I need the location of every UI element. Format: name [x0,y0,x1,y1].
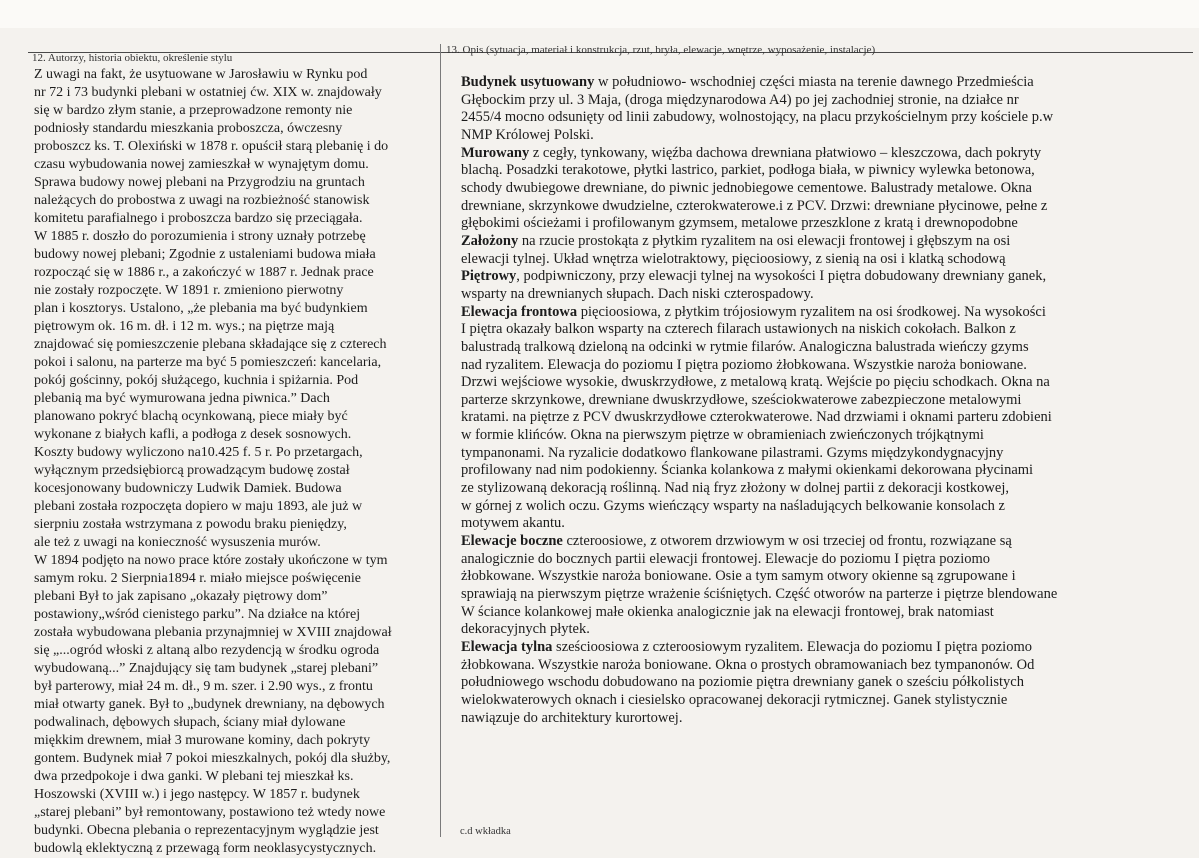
description-line [461,621,1193,639]
description-line [461,374,1193,392]
line-text: w formie klińców. Okna na pierwszym piętrze w obramieniach zwieńczonych trójkątnymi [461,427,984,444]
description-line [461,409,1193,427]
history-line: kocesjonowany budowniczy Ludwik Damiek. Budowa [34,481,342,496]
line-text: Głębockim przy ul. 3 Maja, (droga międzynarodowa A4) po jej zachodniej stronie, na działce nr [461,91,1019,108]
history-line: Sprawa budowy nowej plebani na Przygrodziu na gruntach [34,175,365,190]
description-line [461,498,1193,516]
description-line [461,162,1193,180]
history-line: postawiony„wśród cienistego parku”. Na działce na której [34,607,361,622]
history-line: nr 72 i 73 budynki plebani w ostatniej ćw. XIX w. znajdowały [34,85,382,100]
history-line: została wybudowana plebania przynajmniej w XVIII znajdował [34,625,392,640]
right-column-heading: 13. Opis (sytuacja, materiał i konstrukcja, rzut, bryła, elewacje, wnętrze, wyposażenie, instalacje) [446,44,876,56]
line-text: schody dwubiegowe drewniane, do piwnic jednobiegowe cementowe. Balustrady metalowe. Okna [461,179,1032,196]
description-line [461,145,1193,163]
description-line [461,462,1193,480]
history-line: należących do probostwa z uwagi na rozbieżność stanowisk [34,193,370,208]
history-line: ale też z uwagi na konieczność wysuszenia murów. [34,535,321,550]
history-line: gontem. Budynek miał 7 pokoi mieszkalnych, pokój dla służby, [34,751,391,766]
description-line [461,109,1193,127]
line-text: balustradą tralkową dzieloną na odcinki w rytmie filarów. Analogiczna balustrada wieńczy gzyms [461,338,1029,355]
line-text: południowego wschodu dobudowano na poziomie piętra drewniany ganek o sześciu półkolistych [461,674,1024,691]
description-line [461,198,1193,216]
description-line [461,551,1193,569]
history-line: budowlą eklektyczną z przewagą form neoklasycystycznych. [34,841,377,856]
line-text: drewniane, skrzynkowe dwudzielne, czterokwaterowe.i z PCV. Drzwi: drewniane płycinowe, pełne z [461,197,1048,214]
line-text: W ściance kolankowej małe okienka analogicznie jak na elewacji frontowej, brak natomiast [461,603,994,620]
history-line: Koszty budowy wyliczono na10.425 f. 5 r. Po przetargach, [34,445,363,460]
history-line: Hoszowski (XVIII w.) i jego następcy. W 1857 r. budynek [34,787,360,802]
history-line: wybudowaną...” Znajdujący się tam budynek „starej plebani” [34,661,379,676]
description-line [461,586,1193,604]
line-text: ze stylizowaną dekoracją roślinną. Nad nią fryz złożony w dolnej partii z dekoracji kostkowej, [461,480,1009,497]
history-line: Z uwagi na fakt, że usytuowane w Jarosławiu w Rynku pod [34,67,368,82]
line-text: sprawiają na pierwszym piętrze wrażenie ściśniętych. Część otworów na parterze i piętrze blendowane [461,586,1058,603]
history-line: nie zostały rozpoczęte. W 1891 r. zmieniono pierwotny [34,283,344,298]
history-line: plebani Był to jak zapisano „okazały piętrowy dom” [34,589,328,604]
left-column-heading: 12. Autorzy, historia obiektu, określenie stylu [32,52,233,64]
description-line [461,674,1193,692]
description-line [461,568,1193,586]
history-line: W 1894 podjęto na nowo prace które zostały ukończone w tym [34,553,388,568]
history-line: podwalinach, dębowych słupach, ściany miał dylowane [34,715,346,730]
description-line [461,427,1193,445]
line-text: z cegły, tynkowany, więźba dachowa drewniana płatwiowo – kleszczowa, dach pokryty [529,144,1042,161]
section-lead: Elewacje boczne [461,533,563,550]
line-text: nad ryzalitem. Elewacja do poziomu I piętra poziomo żłobkowana. Wszystkie naroża boniowane. [461,356,1027,373]
description-line [461,286,1193,304]
history-line: się w bardzo złym stanie, a przeprowadzone remonty nie [34,103,353,118]
history-line: był parterowy, miał 24 m. dł., 9 m. szer. i 2.90 wys., z frontu [34,679,373,694]
description-line [461,74,1193,92]
description-line [461,515,1193,533]
description-line [461,692,1193,710]
description-line [461,215,1193,233]
history-line: czasu wybudowania nowej zamieszkał w wynajętym domu. [34,157,369,172]
line-text: pięcioosiowa, z płytkim trójosiowym ryzalitem na osi środkowej. Na wysokości [577,303,1046,320]
scan-top-edge [0,0,1199,28]
history-line: pokój gościnny, pokój służącego, kuchnia i spiżarnia. Pod [34,373,359,388]
history-line: rozpocząć się w 1886 r., a zakończyć w 1887 r. Jednak prace [34,265,374,280]
description-line [461,533,1193,551]
line-text: na rzucie prostokąta z płytkim ryzalitem na osi elewacji frontowej i głębszym na osi [518,232,1011,249]
description-line [461,357,1193,375]
history-line: pokoi i salonu, na parterze ma być 5 pomieszczeń: kancelaria, [34,355,382,370]
history-text [34,66,436,858]
description-line [461,657,1193,675]
line-text: NMP Królowej Polski. [461,126,594,143]
description-line [461,339,1193,357]
line-text: Drzwi wejściowe wysokie, dwuskrzydłowe, z metalową kratą. Wejście po pięciu schodkach. Okna na [461,374,1050,391]
description-line [461,233,1193,251]
history-line: piętrowym ok. 16 m. dł. i 12 m. wys.; na piętrze mają [34,319,335,334]
description-line [461,710,1193,728]
history-line: planowano pokryć blachą ocynkowaną, piece miały być [34,409,348,424]
section-lead: Elewacja tylna [461,639,553,655]
history-line: się „...ogród włoski z altaną albo rezydencją w środku ogroda [34,643,380,658]
description-line [461,445,1193,463]
history-line: komitetu parafialnego i proboszcza bardzo się przeciągała. [34,211,363,226]
description-line [461,480,1193,498]
section-lead: Założony [461,232,519,249]
line-text: 2455/4 mocno odsunięty od linii zabudowy, wolnostojący, na placu przykościelnym przy kościele p.w [461,109,1054,126]
history-line: plebani została rozpoczęta dopiero w maju 1893, ale już w [34,499,363,514]
history-line: podniosły standardu mieszkania proboszcza, ówczesny [34,121,343,136]
history-line: wykonane z białych kafli, a podłoga z desek sosnowych. [34,427,352,442]
history-line: W 1885 r. doszło do porozumienia i strony uznały potrzebę [34,229,366,244]
line-text: kratami. na piętrze z PCV dwuskrzydłowe czterokwaterowe. Nad drzwiami i oknami parteru zdobieni [461,409,1052,426]
history-line: wyłącznym przedsiębiorcą prowadzącym budowę został [34,463,350,478]
line-text: sześcioosiowa z czteroosiowym ryzalitem. Elewacja do poziomu I piętra poziomo [552,639,1032,655]
history-line: miękkim drewnem, miał 3 murowane kominy, dach pokryty [34,733,371,748]
history-line: sierpniu została wstrzymana z powodu braku pieniędzy, [34,517,347,532]
history-line: plebanią ma być wymurowana jedna piwnica.” Dach [34,391,330,406]
history-line: plan i kosztorys. Ustalono, „że plebania ma być budynkiem [34,301,368,316]
line-text: wielokwaterowych oknach i ciesielsko opracowanej dekoracji rytmicznej. Ganek stylistycznie [461,691,1008,708]
history-line: budynki. Obecna plebania o reprezentacyjnym wyglądzie jest [34,823,379,838]
line-text: elewacji tylnej. Układ wnętrza wielotraktowy, pięcioosiowy, z sienią na osi i klatką schodową [461,250,1006,267]
line-text: czteroosiowe, z otworem drzwiowym w osi trzeciej od frontu, rozwiązane są [562,533,1012,550]
description-line [461,251,1193,269]
history-line: dwa przedpokoje i dwa ganki. W plebani tej mieszkał ks. [34,769,354,784]
line-text: w południowo- wschodniej części miasta na terenie dawnego Przedmieścia [594,74,1034,90]
section-lead: Piętrowy [461,268,517,285]
line-text: wsparty na drewnianych słupach. Dach niski czterospadowy. [461,285,814,302]
description-text [461,74,1193,727]
line-text: tympanonami. Na ryzalicie dodatkowo flankowane pilastrami. Gzyms międzykondygnacyjny [461,444,1004,461]
description-line [461,180,1193,198]
description-line [461,304,1193,322]
history-line: miał otwarty ganek. Był to „budynek drewniany, na dębowych [34,697,385,712]
section-lead: Murowany [461,144,530,161]
description-line [461,127,1193,145]
description-line [461,321,1193,339]
line-text: nawiązuje do architektury kurortowej. [461,709,683,726]
line-text: , podpiwniczony, przy elewacji tylnej na wysokości I piętra dobudowany drewniany ganek, [516,268,1047,285]
history-line: znajdować się pomieszczenie plebana składające się z czterech [34,337,387,352]
line-text: żłobkowana. Wszystkie naroża boniowane. Okna o prostych obramowaniach bez tympanonów. Od [461,656,1035,673]
history-line: „starej plebani” był remontowany, postawiono też wtedy nowe [34,805,386,820]
section-lead: Elewacja frontowa [461,303,578,320]
history-line: proboszcz ks. T. Olexiński w 1878 r. opuścił starą plebanię i do [34,139,389,154]
description-line [461,639,1193,657]
line-text: profilowany nad nim podokienny. Ścianka kolankowa z małymi okienkami dekorowana płycinami [461,462,1034,479]
line-text: głębokimi ościeżami i profilowanym gzymsem, metalowe przeszklone z kratą i drewnopodobne [461,215,1018,232]
description-line [461,268,1193,286]
description-line [461,392,1193,410]
history-line: samym roku. 2 Sierpnia1894 r. miało miejsce poświęcenie [34,571,361,586]
description-line [461,92,1193,110]
line-text: blachą. Posadzki terakotowe, płytki lastrico, parkiet, podłoga biała, w piwnicy wylewka betonowa, [461,162,1035,179]
section-lead: Budynek usytuowany [461,74,595,90]
line-text: żłobkowane. Wszystkie naroża boniowane. Osie a tym samym otwory okienne są zgrupowane i [461,568,1016,585]
column-divider [440,44,441,837]
line-text: analogicznie do bocznych partii elewacji frontowej. Elewacje do poziomu I piętra poziomo [461,550,991,567]
continuation-note: c.d wkładka [460,826,511,837]
description-line [461,604,1193,622]
line-text: I piętra okazały balkon wsparty na czterech filarach ustawionych na niskich cokołach. Balkon z [461,321,1016,338]
line-text: parterze skrzynkowe, drewniane dwuskrzydłowe, sześciokwaterowe zabezpieczone metalowymi [461,391,1022,408]
history-line: budowy nowej plebani; Zgodnie z ustaleniami budowa miała [34,247,376,262]
line-text: dekoracyjnych płytek. [461,621,590,638]
line-text: motywem akantu. [461,515,565,532]
line-text: w górnej z wolich oczu. Gzyms wieńczący wsparty na naśladujących belkowanie konsolach z [461,497,1005,514]
